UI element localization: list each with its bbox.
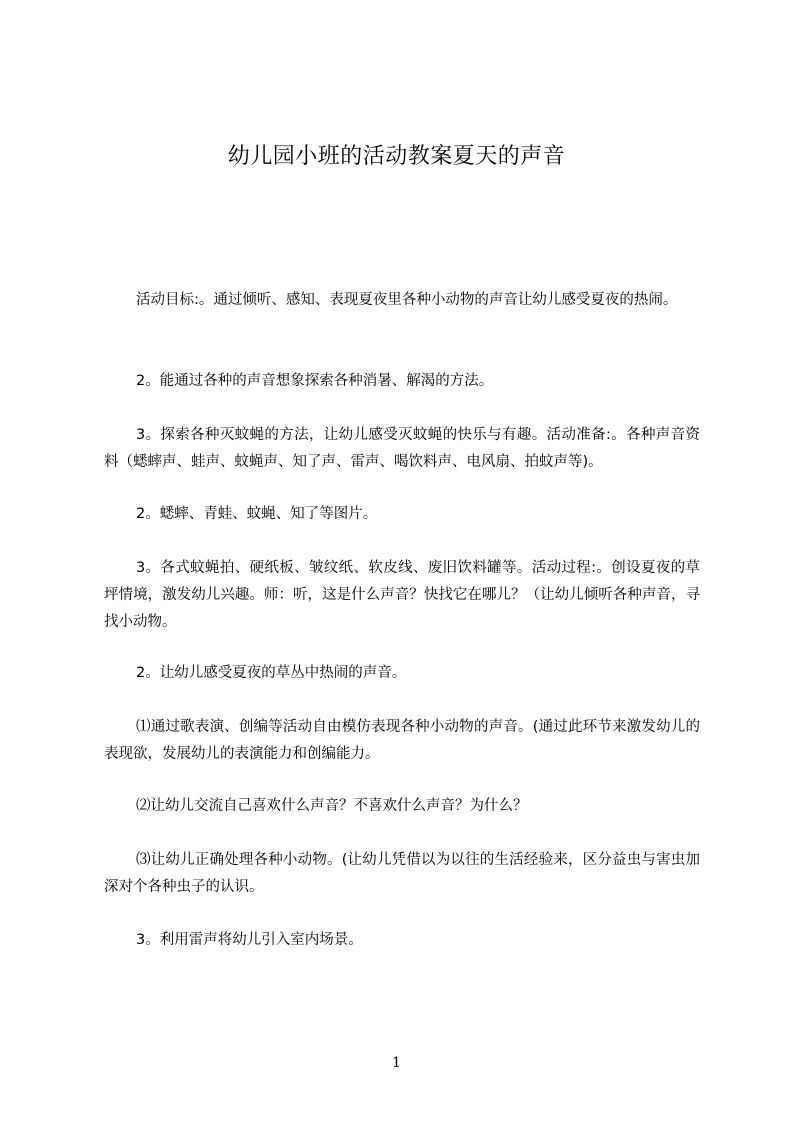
paragraph-activity-goal: 活动目标:。通过倾听、感知、表现夏夜里各种小动物的声音让幼儿感受夏夜的热闹。 <box>136 292 678 308</box>
document-title: 幼儿园小班的活动教案夏天的声音 <box>227 144 566 169</box>
paragraph-prep-2: 2。蟋蟀、青蛙、蚊蝇、知了等图片。 <box>136 506 378 522</box>
paragraph-goal-3: 3。探索各种灭蚊蝇的方法，让幼儿感受灭蚊蝇的快乐与有趣。活动准备:。各种声音资料（蟋蟀声、蛙声、蚊蝇声、知了声、雷声、喝饮料声、电风扇、拍蚊声等)。 <box>104 427 700 470</box>
paragraph-goal-2: 2。能通过各种的声音想象探索各种消暑、解渴的方法。 <box>136 373 494 389</box>
paragraph-process-3: 3。利用雷声将幼儿引入室内场景。 <box>136 932 363 948</box>
paragraph-prep-3: 3。各式蚊蝇拍、硬纸板、皱纹纸、软皮线、废旧饮料罐等。活动过程:。创设夏夜的草坪情境，激发幼儿兴趣。师：听，这是什么声音？快找它在哪儿？（让幼儿倾听各种声音，寻找小动物。 <box>104 560 700 630</box>
paragraph-step-1: ⑴通过歌表演、创编等活动自由模仿表现各种小动物的声音。(通过此环节来激发幼儿的表现欲，发展幼儿的表演能力和创编能力。 <box>104 719 700 762</box>
paragraph-step-2: ⑵让幼儿交流自己喜欢什么声音？不喜欢什么声音？为什么？ <box>136 798 528 814</box>
paragraph-step-3: ⑶让幼儿正确处理各种小动物。(让幼儿凭借以为以往的生活经验来，区分益虫与害虫加深对个各种虫子的认识。 <box>104 852 700 895</box>
page-number: 1 <box>392 1055 401 1071</box>
paragraph-process-2: 2。让幼儿感受夏夜的草丛中热闹的声音。 <box>136 665 407 681</box>
